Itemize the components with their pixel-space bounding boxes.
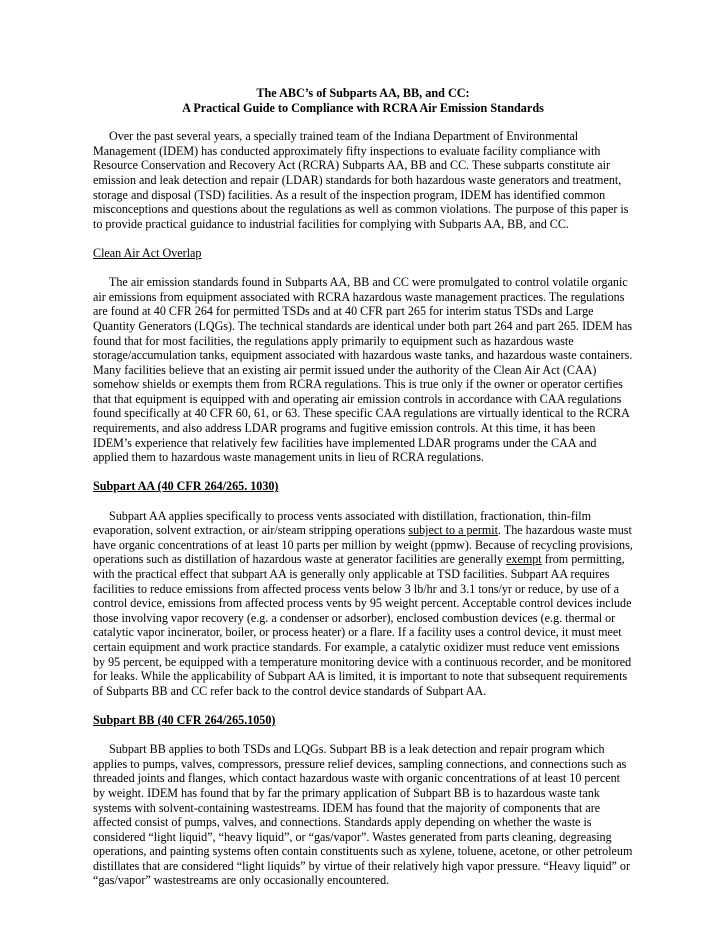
- intro-paragraph: Over the past several years, a specially trained team of the Indiana Department of Environmental Management (IDEM) has conducted approximately fifty inspections to evaluate facility compliance with Resource Conservation and Recovery Act (RCRA) Subparts AA, BB and CC. These subparts constitute air emission and leak detection and repair (LDAR) standards for both hazardous waste generators and treatment, storage and disposal (TSD) facilities. As a result of the inspection program, IDEM has identified common misconceptions and questions about the regulations as well as common violations. The purpose of this paper is to provide practical guidance to industrial facilities for complying with Subparts AA, BB, and CC.: [93, 129, 629, 231]
- subject-to-permit-text: subject to a permit: [408, 523, 499, 538]
- title-line-2: A Practical Guide to Compliance with RCRA Air Emission Standards: [182, 100, 544, 115]
- section-heading-clean-air-act: Clean Air Act Overlap: [93, 245, 202, 260]
- subpart-bb-paragraph: Subpart BB applies to both TSDs and LQGs. Subpart BB is a leak detection and repair program which applies to pumps, valves, compressors, pressure relief devices, sampling connections, and connections such as threaded joints and flanges, which contact hazardous waste with organic concentrations of at least 10 percent by weight. IDEM has found that by far the primary application of Subpart BB is to hazardous waste tank systems with solvent-containing wastestreams. IDEM has found that the majority of components that are affected consist of pumps, valves, and connections. Standards apply depending on whether the waste is considered “light liquid”, “heavy liquid”, or “gas/vapor”. Wastes generated from parts cleaning, degreasing operations, and painting systems often contain constituents such as xylene, toluene, acetone, or other petroleum distillates that are considered “light liquids” by virtue of their relatively high vapor pressure. “Heavy liquid” or “gas/vapor” wastestreams are only occasionally encountered.: [93, 742, 633, 888]
- clean-air-act-paragraph: The air emission standards found in Subparts AA, BB and CC were promulgated to control volatile organic air emissions from equipment associated with RCRA hazardous waste management practices. The regulations are found at 40 CFR 264 for permitted TSDs and at 40 CFR part 265 for interim status TSDs and Large Quantity Generators (LQGs). The technical standards are identical under both part 264 and part 265. IDEM has found that for most facilities, the regulations apply primarily to equipment such as hazardous waste storage/accumulation tanks, equipment associated with hazardous waste tanks, and hazardous waste containers. Many facilities believe that an existing air permit issued under the authority of the Clean Air Act (CAA) somehow shields or exempts them from RCRA regulations. This is true only if the owner or operator certifies that that equipment is equipped with and operating air emission controls in accordance with CAA regulations found specifically at 40 CFR 60, 61, or 63. These specific CAA regulations are virtually identical to the RCRA requirements, and also address LDAR programs and fugitive emission controls. At this time, it has been IDEM’s experience that relatively few facilities have implemented LDAR programs under the CAA and applied them to hazardous waste management units in lieu of RCRA regulations.: [93, 275, 633, 465]
- document-content: [93, 86, 633, 903]
- section-heading-subpart-aa: Subpart AA (40 CFR 264/265. 1030): [93, 479, 279, 494]
- subpart-aa-paragraph: [93, 509, 633, 699]
- subpart-aa-text-3: from permitting, with the practical effect that subpart AA is generally only applicable at TSD facilities. Subpart AA requires facilities to reduce emissions from affected process vents below 3 lb/hr and 3.1 tons/yr or reduce, by use of a control device, emissions from affected process vents by 95 weight percent. Acceptable control devices include those involving vapor recovery (e.g. a condenser or adsorber), enclosed combustion devices (e.g. thermal or catalytic vapor incinerator, boiler, or process heater) or a flare. If a facility uses a control device, it must meet certain equipment and work practice standards. For example, a catalytic oxidizer must reduce vent emissions by 95 percent, be equipped with a temperature monitoring device with a continuous recorder, and be monitored for leaks. While the applicability of Subpart AA is limited, it is important to note that subsequent requirements of Subparts BB and CC refer back to the control device standards of Subpart AA.: [93, 552, 632, 698]
- title-line-1: The ABC’s of Subparts AA, BB, and CC:: [256, 86, 470, 100]
- exempt-text: exempt: [506, 552, 542, 567]
- subpart-aa-text-2: . The hazardous waste must have organic concentrations of at least 10 parts per million by weight (ppmw). Because of recycling provisions, operations such as distillation of hazardous waste at generator facilities are generally: [93, 523, 633, 567]
- subpart-aa-text-1: Subpart AA applies specifically to process vents associated with distillation, fractionation, thin-film evaporation, solvent extraction, or air/steam stripping operations: [93, 508, 591, 538]
- title-block: [93, 86, 633, 115]
- section-heading-subpart-bb: Subpart BB (40 CFR 264/265.1050): [93, 712, 276, 727]
